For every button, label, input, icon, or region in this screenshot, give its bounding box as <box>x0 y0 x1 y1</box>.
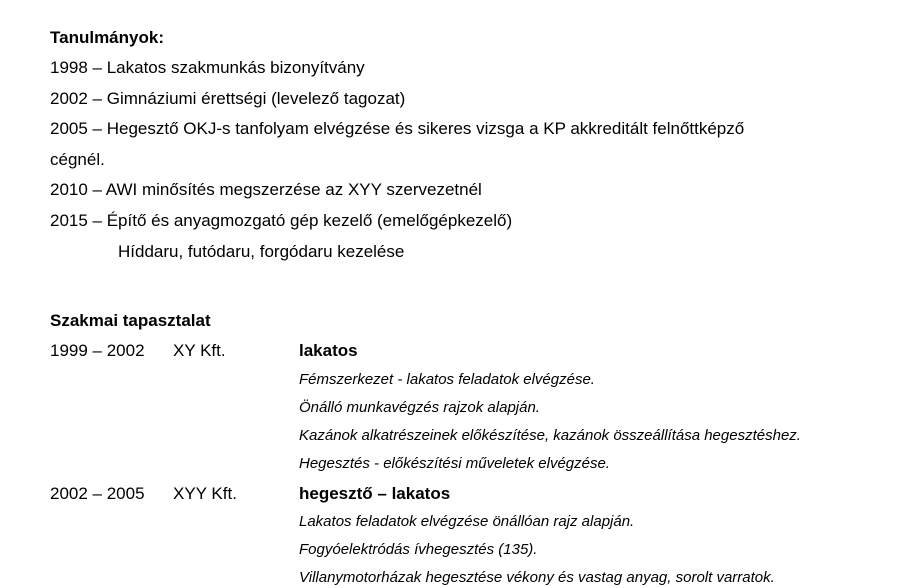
job-task: Fogyóelektródás ívhegesztés (135). <box>299 541 538 558</box>
education-line: cégnél. <box>50 150 105 169</box>
education-line: 2015 – Építő és anyagmozgató gép kezelő (emelőgépkezelő) <box>50 211 513 230</box>
job-role: hegesztő – lakatos <box>299 484 451 503</box>
job-task: Hegesztés - előkészítési műveletek elvégzése. <box>299 455 610 472</box>
education-line: 2005 – Hegesztő OKJ-s tanfolyam elvégzése és sikeres vizsga a KP akkreditált felnőttképző <box>50 119 745 138</box>
education-line: 2002 – Gimnáziumi érettségi (levelező tagozat) <box>50 89 406 108</box>
education-line-indented: Híddaru, futódaru, forgódaru kezelése <box>118 242 405 261</box>
education-line: 2010 – AWI minősítés megszerzése az XYY szervezetnél <box>50 180 482 199</box>
education-line: 1998 – Lakatos szakmunkás bizonyítvány <box>50 58 365 77</box>
job-company: XYY Kft. <box>173 484 237 503</box>
job-task: Önálló munkavégzés rajzok alapján. <box>299 399 540 416</box>
job-task: Lakatos feladatok elvégzése önállóan rajz alapján. <box>299 513 635 530</box>
job-period: 1999 – 2002 <box>50 341 145 360</box>
job-company: XY Kft. <box>173 341 226 360</box>
job-task: Kazánok alkatrészeinek előkészítése, kazánok összeállítása hegesztéshez. <box>299 427 801 444</box>
job-period: 2002 – 2005 <box>50 484 145 503</box>
job-task: Fémszerkezet - lakatos feladatok elvégzése. <box>299 371 595 388</box>
education-heading: Tanulmányok: <box>50 28 164 47</box>
job-role: lakatos <box>299 341 358 360</box>
job-task: Villanymotorházak hegesztése vékony és vastag anyag, sorolt varratok. <box>299 569 775 586</box>
experience-heading: Szakmai tapasztalat <box>50 311 211 330</box>
